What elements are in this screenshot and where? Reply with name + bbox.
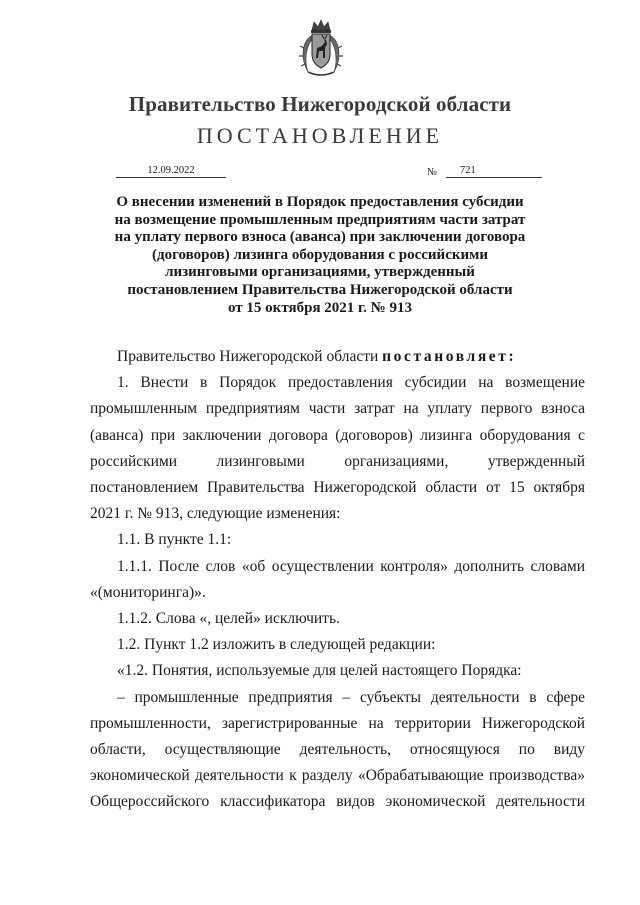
- coat-of-arms-icon: [298, 18, 344, 78]
- resolution-intro: [90, 344, 585, 370]
- document-body: [90, 344, 585, 816]
- document-number: 721: [446, 165, 542, 178]
- subject-line: постановлением Правительства Нижегородской области: [127, 281, 513, 298]
- number-sign: №: [427, 167, 438, 178]
- paragraph-1-2: 1.2. Пункт 1.2 изложить в следующей редакции:: [117, 636, 436, 654]
- paragraph-1: 1. Внести в Порядок предоставления субсидии на возмещение промышленным предприятиям части затрат на уплату первого взноса (аванса) при заключении договора (договоров) лизинга оборудования с российскими лизинговыми организациями, утвержденный постановлением Правительства Нижегородской области от 15 октября 2021 г. № 913, следующие изменения:: [90, 374, 585, 523]
- subject-line: на уплату первого взноса (аванса) при заключении договора: [114, 229, 526, 246]
- subject-line: лизинговыми организациями, утвержденный: [165, 264, 475, 281]
- paragraph-1-2-definition: – промышленные предприятия – субъекты деятельности в сфере промышленности, зарегистрированные на территории Нижегородской области, осуществляющие деятельность, относящуюся по виду экономической деятельности к разделу «Обрабатывающие производства» Общероссийского классификатора видов экономической деятельности: [90, 688, 585, 811]
- document-type: ПОСТАНОВЛЕНИЕ: [196, 123, 444, 148]
- intro-text: Правительство Нижегородской области: [117, 348, 379, 365]
- document-subject: [110, 194, 530, 317]
- paragraph-1-1-1: 1.1.1. После слов «об осуществлении контроля» дополнить словами «(мониторинга)».: [90, 557, 585, 601]
- intro-verb: постановляет:: [382, 348, 517, 365]
- government-title: Правительство Нижегородской области: [128, 92, 512, 116]
- subject-line: на возмещение промышленным предприятиям части затрат: [114, 211, 526, 228]
- paragraph-1-1-2: 1.1.2. Слова «, целей» исключить.: [117, 610, 340, 628]
- subject-line: О внесении изменений в Порядок предоставления субсидии: [116, 194, 524, 210]
- document-date: 12.09.2022: [116, 165, 226, 178]
- paragraph-1-1: 1.1. В пункте 1.1:: [117, 531, 232, 549]
- paragraph-1-2-quote: «1.2. Понятия, используемые для целей настоящего Порядка:: [117, 662, 522, 680]
- subject-line: от 15 октября 2021 г. № 913: [228, 299, 412, 316]
- subject-line: (договоров) лизинга оборудования с российскими: [151, 246, 488, 263]
